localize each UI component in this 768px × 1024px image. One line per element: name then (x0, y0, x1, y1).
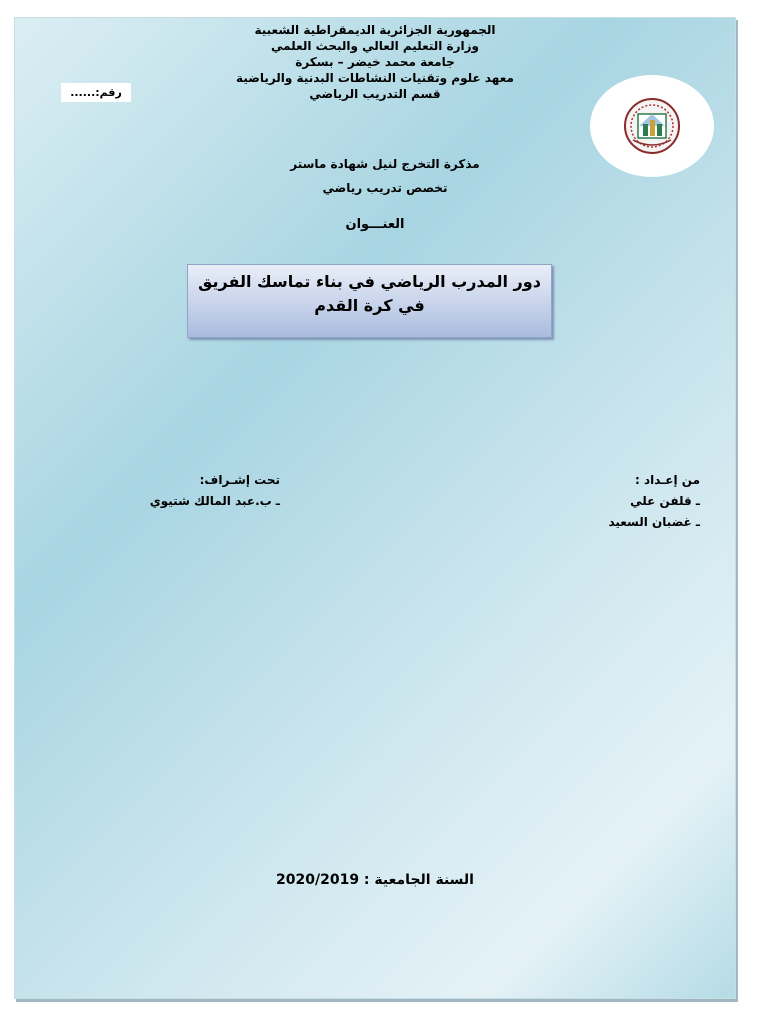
memo-block (220, 152, 550, 200)
university-logo (590, 75, 714, 177)
title-heading: العنـــوان (345, 217, 405, 232)
supervision-block (110, 470, 280, 512)
header-line-university: جامعة محمد خيضر – بسكرة (295, 55, 455, 69)
academic-year: السنة الجامعية : 2020/2019 (276, 872, 474, 888)
university-emblem-icon (619, 96, 685, 156)
memo-specialty: تخصص تدريب رياضي (322, 181, 448, 195)
header-line-institute: معهد علوم وتقنيات النشاطات البدنية والرياضية (236, 71, 514, 85)
prepared-by-label: من إعـداد : (635, 473, 700, 487)
institution-header (200, 22, 550, 102)
supervision-label: تحت إشـراف: (199, 473, 280, 487)
prepared-by-block (560, 470, 700, 533)
memo-degree: مذكرة التخرج لنيل شهادة ماستر (290, 157, 480, 171)
student-name: ـ غضبان السعيد (608, 515, 700, 529)
header-line-department: قسم التدريب الرياضي (309, 87, 441, 101)
reference-number-box (61, 83, 131, 102)
header-line-ministry: وزارة التعليم العالي والبحث العلمي (270, 39, 480, 53)
student-name: ـ قلفن علي (630, 494, 700, 508)
thesis-title-box (187, 264, 552, 338)
thesis-title-line-1: دور المدرب الرياضي في بناء تماسك الفريق (198, 272, 541, 291)
supervisor-name: ـ ب.عبد المالك شتيوي (149, 494, 280, 508)
thesis-title-line-2: في كرة القدم (314, 296, 425, 315)
reference-number-label: رقم:...... (70, 86, 122, 99)
header-line-republic: الجمهورية الجزائرية الديمقراطية الشعبية (254, 23, 496, 37)
